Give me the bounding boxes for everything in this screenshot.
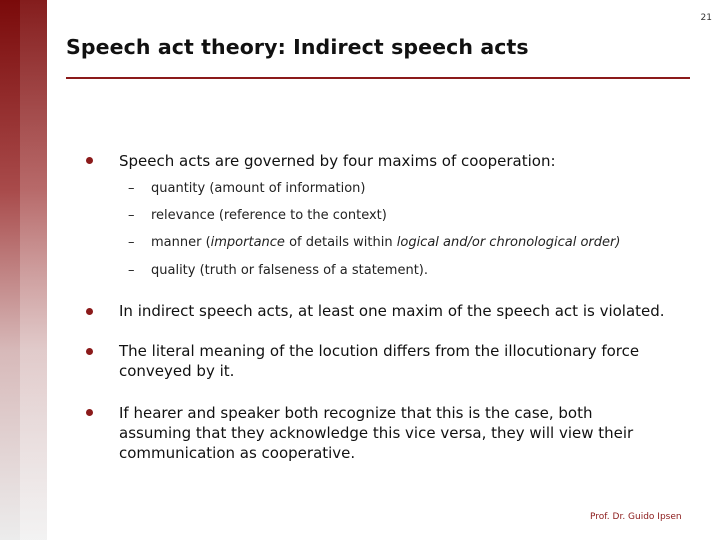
bullet-text: In indirect speech acts, at least one maxim of the speech act is violated. (119, 302, 665, 320)
sub-item-quality (151, 261, 428, 281)
bullet-text: Speech acts are governed by four maxims of cooperation: (119, 152, 556, 170)
author-footer: Prof. Dr. Guido Ipsen (590, 512, 682, 522)
decorative-sidebar (0, 0, 47, 540)
sub-item-manner (151, 233, 620, 253)
sub-item-text: quality (truth or falseness of a statement). (151, 263, 428, 278)
title-divider (66, 77, 690, 79)
sub-item-text: of details within (284, 235, 397, 250)
page-number: 21 (700, 13, 712, 23)
sub-item-italic-text: logical and/or chronological order) (396, 235, 621, 250)
bullet-dot (86, 308, 93, 315)
sub-item-quantity (151, 179, 365, 199)
sub-dash: – (128, 181, 135, 196)
sub-item-text: manner ( (151, 235, 211, 250)
sub-item-relevance (151, 206, 387, 226)
bullet-text: The literal meaning of the locution differs from the illocutionary force conveyed by it. (119, 342, 640, 380)
sub-dash: – (128, 263, 135, 278)
sub-item-text: quantity (amount of information) (151, 181, 366, 196)
slide-title: Speech act theory: Indirect speech acts (66, 35, 529, 59)
sub-item-italic-text: importance (210, 235, 285, 250)
sub-dash: – (128, 208, 135, 223)
bullet-dot (86, 157, 93, 164)
sub-dash: – (128, 235, 135, 250)
bullet-dot (86, 348, 93, 355)
sub-item-text: relevance (reference to the context) (151, 208, 387, 223)
bullet-dot (86, 409, 93, 416)
bullet-text: If hearer and speaker both recognize that this is the case, both assuming that they acknowledge this vice versa, they will view their communication as cooperative. (119, 404, 634, 462)
